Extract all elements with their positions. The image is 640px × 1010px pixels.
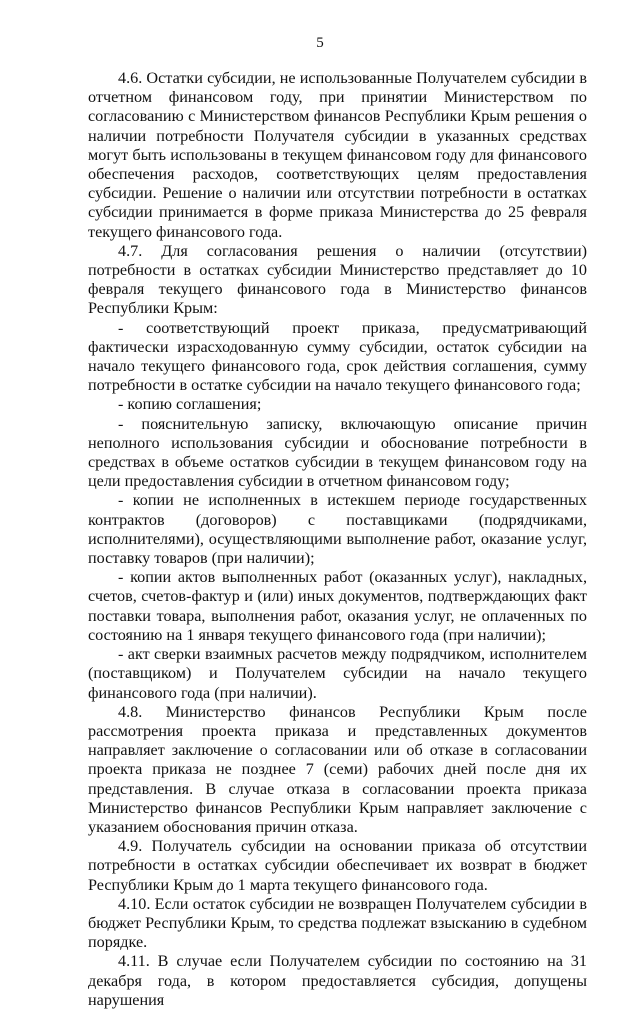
paragraph-4-6: 4.6. Остатки субсидии, не использованные Получателем субсидии в отчетном финансовом году, при принятии Министерством по согласованию с Министерством финансов Республики Крым решения о наличии потребности Получателя субсидии в указанных средствах могут быть использованы в текущем финансовом году для финансового обеспечения расходов, соответствующих целям предоставления субсидии. Решение о наличии или отсутствии потребности в остатках субсидии принимается в форме приказа Министерства до 25 февраля текущего финансового года. bbox=[88, 69, 587, 241]
paragraph-4-9: 4.9. Получатель субсидии на основании приказа об отсутствии потребности в остатках субсидии обеспечивает их возврат в бюджет Республики Крым до 1 марта текущего финансового года. bbox=[88, 837, 587, 894]
list-item: - копии не исполненных в истекшем периоде государственных контрактов (договоров) с поставщиками (подрядчиками, исполнителями), осуществляющими выполнение работ, оказание услуг, поставку товаров (при наличии); bbox=[88, 491, 587, 568]
paragraph-4-10: 4.10. Если остаток субсидии не возвращен Получателем субсидии в бюджет Республики Крым, то средства подлежат взысканию в судебном порядке. bbox=[88, 894, 587, 952]
paragraph-4-11: 4.11. В случае если Получателем субсидии по состоянию на 31 декабря года, в котором предоставляется субсидия, допущены нарушения bbox=[88, 952, 587, 1009]
paragraph-4-8: 4.8. Министерство финансов Республики Крым после рассмотрения проекта приказа и представленных документов направляет заключение о согласовании или об отказе в согласовании проекта приказа не позднее 7 (семи) рабочих дней после дня их представления. В случае отказа в согласовании проекта приказа Министерство финансов Республики Крым направляет заключение с указанием обоснования причин отказа. bbox=[88, 702, 587, 836]
list-item: - копию соглашения; bbox=[118, 395, 262, 414]
list-item: - копии актов выполненных работ (оказанных услуг), накладных, счетов, счетов-фактур и (или) иных документов, подтверждающих факт поставки товара, выполнения работ, оказания услуг, не оплаченных по состоянию на 1 января текущего финансового года (при наличии); bbox=[88, 568, 587, 644]
list-item: - акт сверки взаимных расчетов между подрядчиком, исполнителем (поставщиком) и Получателем субсидии на начало текущего финансового года (при наличии). bbox=[88, 645, 587, 702]
document-body bbox=[88, 69, 587, 1010]
list-item: - соответствующий проект приказа, предусматривающий фактически израсходованную сумму субсидии, остаток субсидии на начало текущего финансового года, срок действия соглашения, сумму потребности в остатке субсидии на начало текущего финансового года; bbox=[88, 318, 587, 395]
list-item: - пояснительную записку, включающую описание причин неполного использования субсидии и обоснование потребности в средствах в объеме остатков субсидии в текущем финансовом году на цели предоставления субсидии в отчетном финансовом году; bbox=[88, 414, 587, 491]
paragraph-4-7: 4.7. Для согласования решения о наличии (отсутствии) потребности в остатках субсидии Министерство представляет до 10 февраля текущего финансового года в Министерство финансов Республики Крым: bbox=[88, 241, 587, 318]
page-number: 5 bbox=[316, 35, 324, 51]
